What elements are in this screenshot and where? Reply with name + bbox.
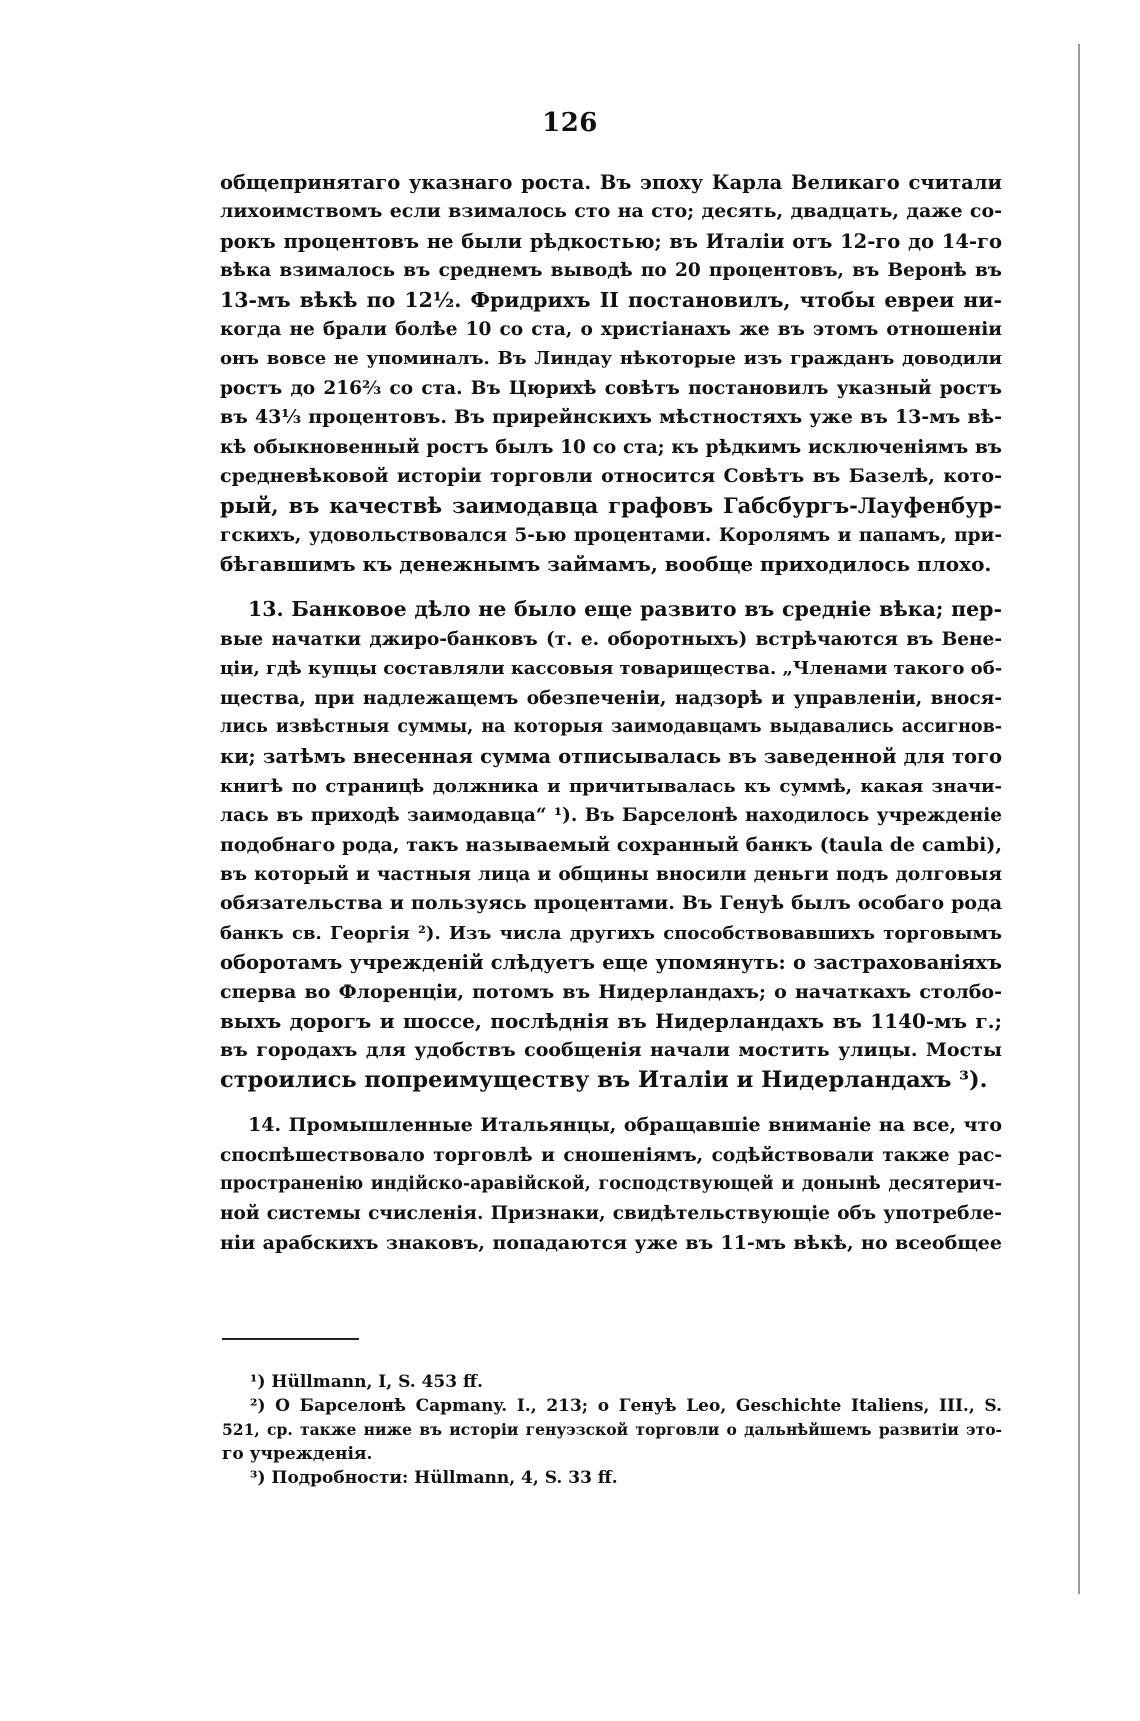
paragraph [220, 168, 1002, 579]
text-line: щества, при надлежащемъ обезпеченіи, надзорѣ и управленіи, внося- [220, 687, 1002, 709]
text-line: выхъ дорогъ и шоссе, послѣднія въ Нидерландахъ въ 1140-мъ г.; [220, 1008, 1002, 1033]
footnote-separator [222, 1338, 359, 1340]
text-line: въ 43⅓ процентовъ. Въ прирейнскихъ мѣстностяхъ уже въ 13-мъ вѣ- [220, 406, 1002, 429]
text-line: банкъ св. Георгія ²). Изъ числа другихъ способствовавшихъ торговымъ [220, 922, 1002, 944]
text-line: строились попреимуществу въ Италіи и Нидерландахъ ³). [220, 1066, 988, 1093]
text-line: рый, въ качествѣ заимодавца графовъ Габсбургъ-Лауфенбур- [220, 493, 1002, 519]
text-line: лись извѣстныя суммы, на которыя заимодавцамъ выдавались ассигнов- [220, 717, 1002, 738]
text-line: 13-мъ вѣкѣ по 12½. Фридрихъ II постановилъ, чтобы евреи ни- [220, 287, 1002, 312]
footnote-line: го учрежденія. [222, 1444, 373, 1464]
text-line: обязательства и пользуясь процентами. Въ Генуѣ былъ особаго рода [220, 892, 1002, 915]
text-line: въ городахъ для удобствъ сообщенія начали мостить улицы. Мосты [220, 1039, 1002, 1062]
text-line: онъ вовсе не упоминалъ. Въ Линдау нѣкоторые изъ гражданъ доводили [220, 348, 1002, 370]
text-line: ной системы счисленія. Признаки, свидѣтельствующіе объ употребле- [220, 1203, 1002, 1225]
footnote [222, 1370, 1002, 1394]
footnote [222, 1466, 1002, 1490]
text-line: лихоимствомъ если взималось сто на сто; десять, двадцать, даже со- [220, 200, 1002, 223]
body-text [220, 168, 1002, 1258]
footnote-line: ²) О Барселонѣ Capmany. I., 213; о Генуѣ Leo, Geschichte Italiens, III., S. [250, 1396, 1002, 1416]
text-line: ніи арабскихъ знаковъ, попадаются уже въ 11-мъ вѣкѣ, но всеобщее [220, 1231, 1002, 1254]
text-line: подобнаго рода, такъ называемый сохранный банкъ (taula de cambi), [220, 833, 1002, 856]
paragraph [220, 595, 1002, 1095]
text-line: споспѣшествовало торговлѣ и сношеніямъ, содѣйствовали также рас- [220, 1144, 1002, 1166]
footnote-line: ¹) Hüllmann, I, S. 453 ff. [250, 1372, 483, 1392]
text-line: 14. Промышленные Итальянцы, обращавшіе вниманіе на все, что [248, 1114, 1002, 1137]
footnotes [222, 1370, 1002, 1490]
page-number: 126 [542, 108, 598, 138]
text-line: гскихъ, удовольствовался 5-ью процентами. Королямъ и папамъ, при- [220, 524, 1002, 546]
text-line: когда не брали болѣе 10 со ста, о христіанахъ же въ этомъ отношеніи [220, 318, 1002, 340]
text-line: ціи, гдѣ купцы составляли кассовыя товарищества. „Членами такого об- [220, 658, 1003, 680]
text-line: 13. Банковое дѣло не было еще развито въ средніе вѣка; пер- [248, 597, 1002, 622]
text-line: вые начатки джиро-банковъ (т. е. оборотныхъ) встрѣчаются въ Вене- [220, 628, 1002, 650]
text-line: бѣгавшимъ къ денежнымъ займамъ, вообще приходилось плохо. [220, 552, 992, 577]
text-line: рокъ процентовъ не были рѣдкостью; въ Италіи отъ 12-го до 14-го [220, 229, 1002, 253]
text-line: сперва во Флоренціи, потомъ въ Нидерландахъ; о начаткахъ столбо- [220, 980, 1002, 1003]
text-line: ростъ до 216⅔ со ста. Въ Цюрихѣ совѣтъ постановилъ указный ростъ [220, 377, 1002, 399]
text-line: ки; затѣмъ внесенная сумма отписывалась въ заведенной для того [220, 745, 1002, 769]
paragraph-gap [220, 579, 1002, 595]
footnote-line: 521, ср. также ниже въ исторіи генуэзской торговли о дальнѣйшемъ развитіи это- [222, 1420, 1002, 1439]
text-line: въ который и частныя лица и общины вносили деньги подъ долговыя [220, 863, 1002, 885]
footnote [222, 1394, 1002, 1466]
text-line: общепринятаго указнаго роста. Въ эпоху Карла Великаго считали [220, 171, 1002, 194]
text-line: средневѣковой исторіи торговли относится Совѣтъ въ Базелѣ, кото- [220, 464, 1002, 487]
page-edge-line [1078, 44, 1080, 1594]
footnote-line: ³) Подробности: Hüllmann, 4, S. 33 ff. [250, 1468, 618, 1488]
paragraph [220, 1111, 1002, 1258]
text-line: пространенію индійско-аравійской, господствующей и донынѣ десятерич- [220, 1173, 1002, 1194]
text-line: лась въ приходѣ заимодавца“ ¹). Въ Барселонѣ находилось учрежденіе [220, 805, 1002, 827]
text-line: кѣ обыкновенный ростъ былъ 10 со ста; къ рѣдкимъ исключеніямъ въ [220, 436, 1002, 458]
paragraph-gap [220, 1095, 1002, 1111]
text-line: оборотамъ учрежденій слѣдуетъ еще упомянуть: о застрахованіяхъ [220, 951, 1002, 975]
text-line: книгѣ по страницѣ должника и причитывалась къ суммѣ, какая значи- [220, 775, 1002, 797]
text-line: вѣка взималось въ среднемъ выводѣ по 20 процентовъ, въ Веронѣ въ [220, 260, 1002, 282]
